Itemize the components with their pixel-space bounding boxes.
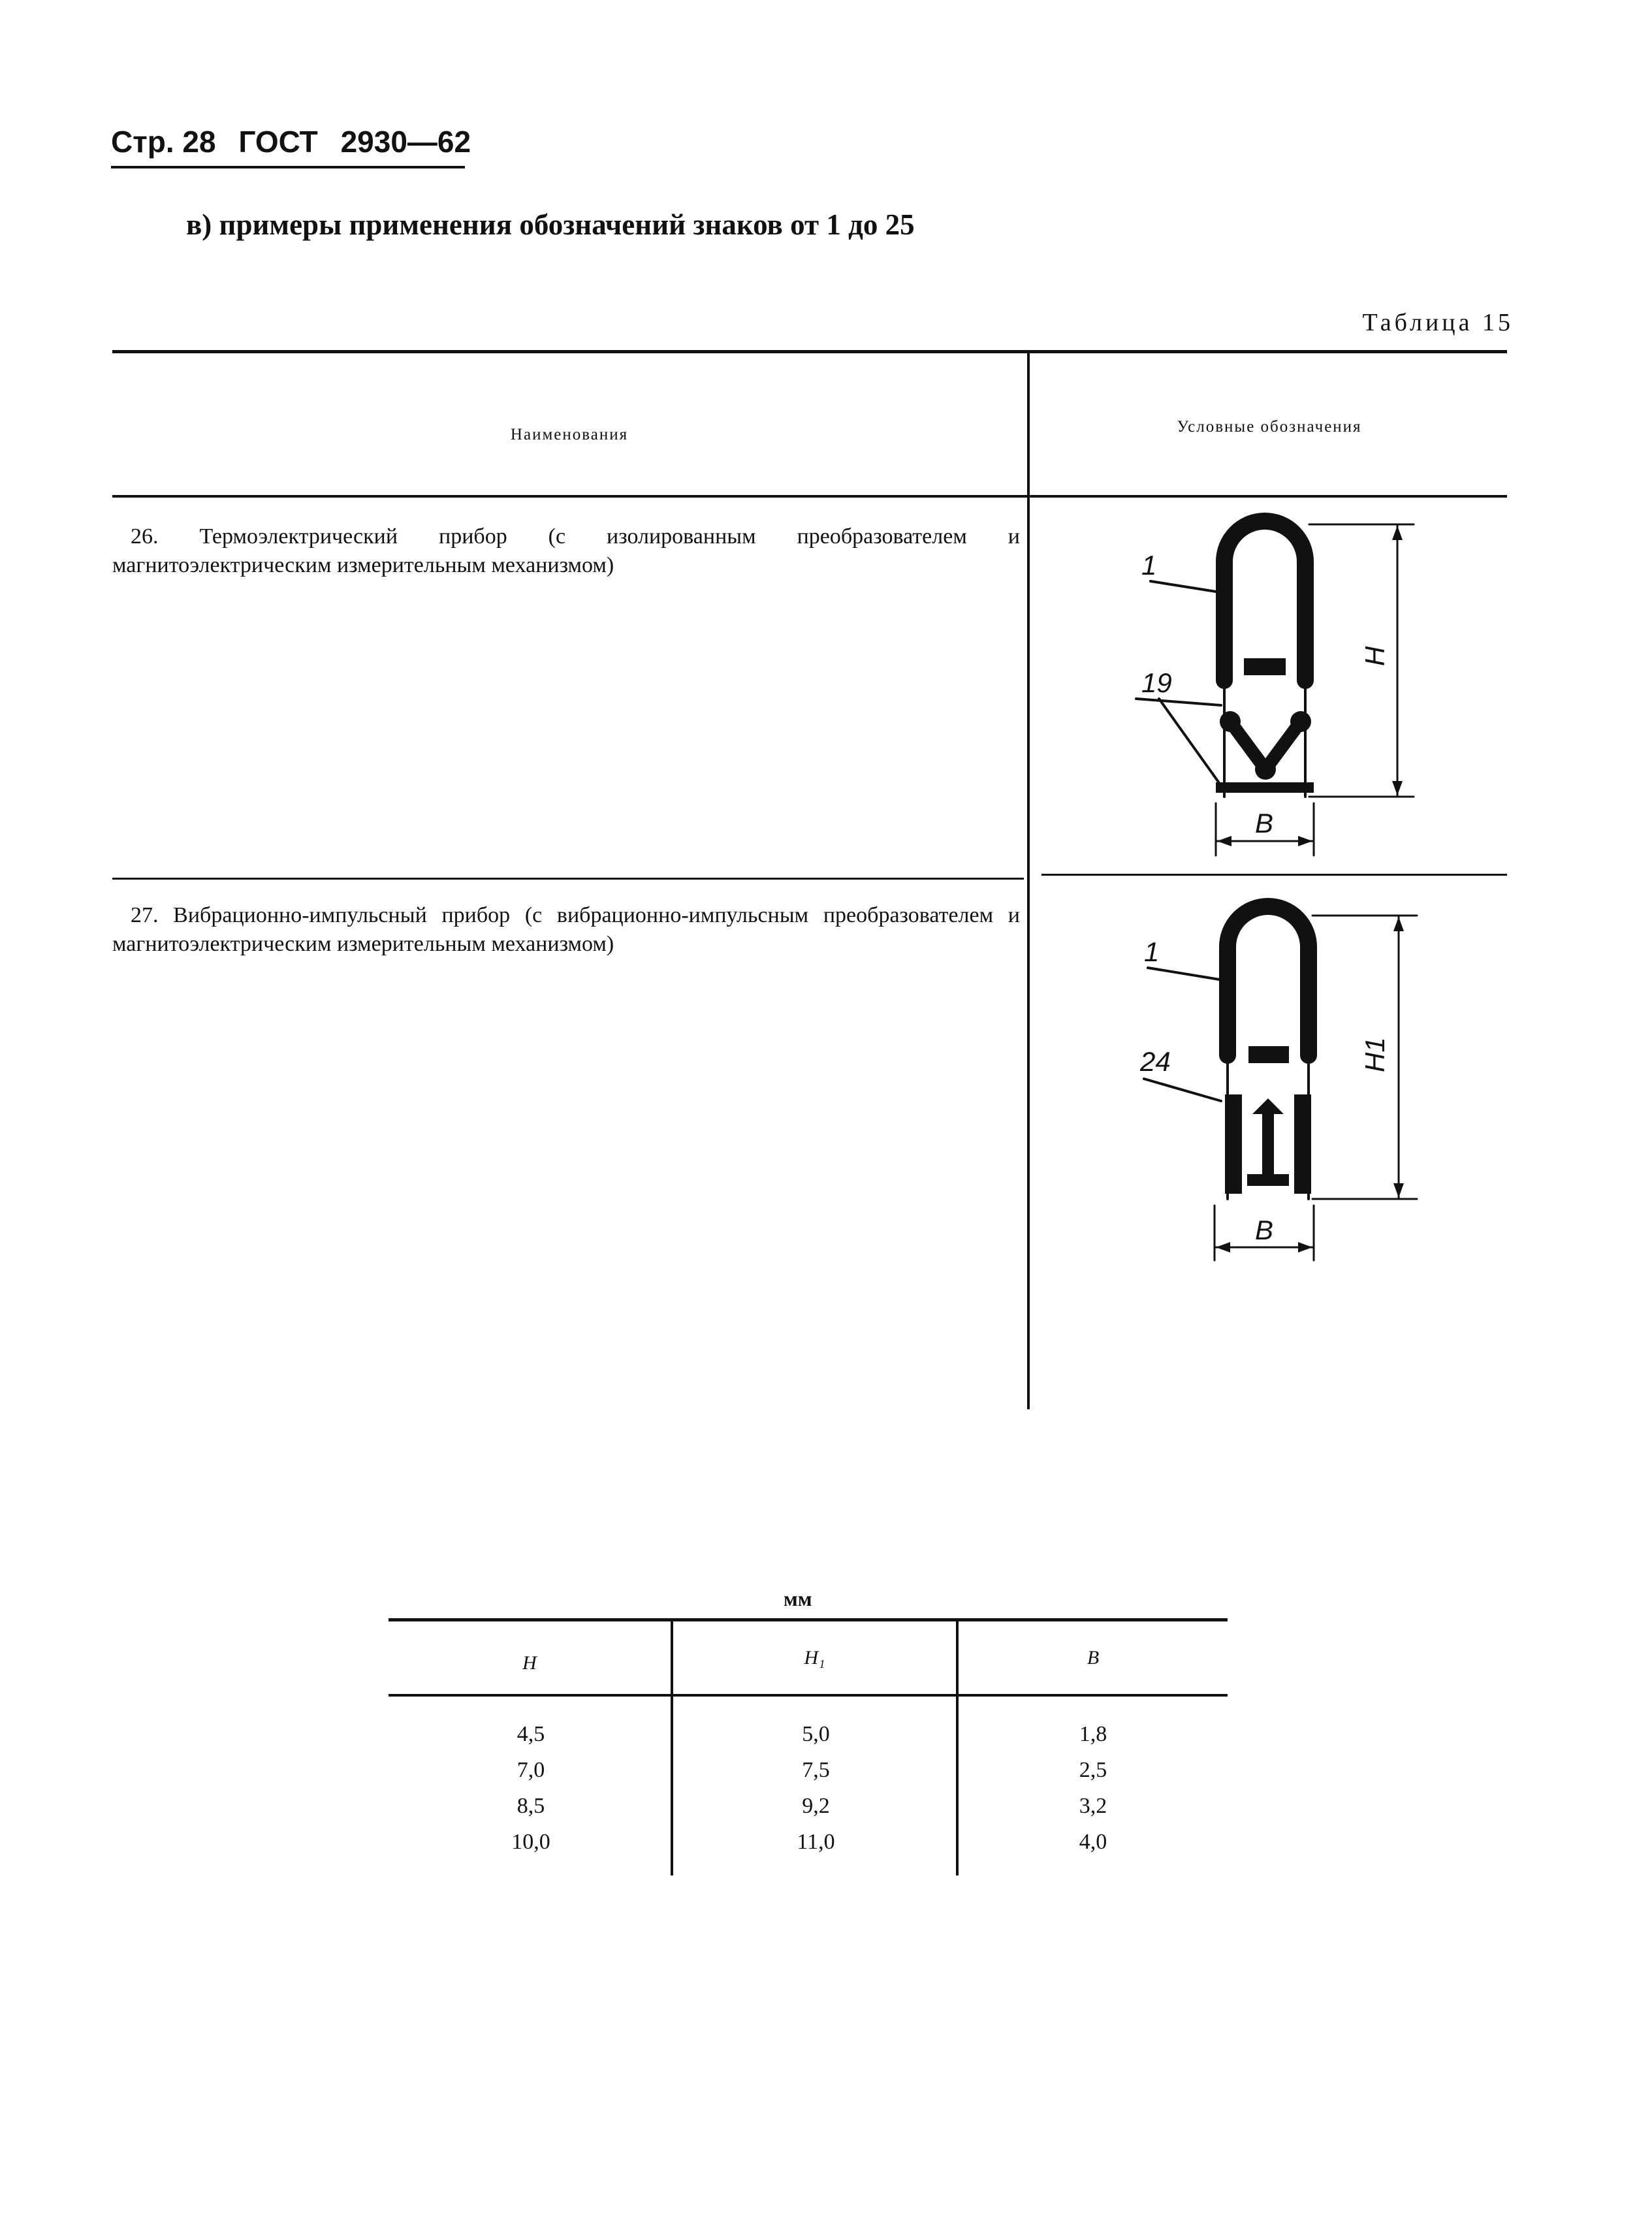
table-column-divider <box>1027 353 1030 1409</box>
callout-1-label: 1 <box>1144 936 1160 967</box>
vibrator-stem <box>1262 1114 1274 1174</box>
junction-left <box>1220 711 1241 732</box>
junction-right <box>1290 711 1311 732</box>
meter-u-shape <box>1228 906 1309 1055</box>
table-head-rule <box>112 495 1507 498</box>
junction-bottom <box>1255 759 1276 780</box>
table-row <box>389 1716 1228 1752</box>
dims-head-rule <box>389 1694 1228 1697</box>
page-header <box>111 124 485 159</box>
arrow-b-right <box>1298 1242 1312 1253</box>
table-label: Таблица 15 <box>1362 309 1514 336</box>
dims-header-h1: H₁ <box>804 1647 825 1668</box>
dims-cell-b: 2,5 <box>1079 1758 1107 1782</box>
callout-24-label: 24 <box>1140 1046 1171 1077</box>
symbol-26-drawing <box>1110 509 1450 875</box>
dims-cell-h: 8,5 <box>516 1794 545 1818</box>
column-header-symbols: Условные обозначения <box>1177 418 1362 436</box>
dims-cell-h: 10,0 <box>511 1830 550 1854</box>
dims-cell-h1: 11,0 <box>797 1830 835 1854</box>
coil-right <box>1294 1094 1311 1194</box>
base-bar <box>1216 782 1314 793</box>
dims-cell-h1: 5,0 <box>802 1722 830 1746</box>
coil-left <box>1225 1094 1242 1194</box>
dimensions-unit: мм <box>784 1587 812 1610</box>
page-number: Стр. 28 <box>111 125 216 159</box>
row-divider-left <box>112 878 1024 880</box>
dims-cell-b: 1,8 <box>1079 1722 1107 1746</box>
callout-leader-24 <box>1144 1079 1221 1101</box>
width-label-b: B <box>1255 808 1274 838</box>
callout-1-label: 1 <box>1141 550 1157 581</box>
arrow-h1-bottom <box>1393 1183 1404 1198</box>
dims-cell-h1: 9,2 <box>802 1794 830 1818</box>
table-top-rule <box>112 350 1507 353</box>
section-title: в) примеры применения обозначений знаков от 1 до 25 <box>186 208 915 241</box>
arrow-b-left <box>1216 1242 1230 1253</box>
dims-cell-h1: 7,5 <box>802 1758 830 1782</box>
dims-cell-b: 3,2 <box>1079 1794 1107 1818</box>
standard-number: 2930—62 <box>340 125 471 159</box>
table-row <box>389 1824 1228 1860</box>
vibrator-base <box>1247 1174 1289 1186</box>
dims-cell-b: 4,0 <box>1079 1830 1107 1854</box>
dims-body <box>389 1716 1228 1860</box>
dims-top-rule <box>389 1618 1228 1621</box>
dims-cell-h: 7,0 <box>516 1758 545 1782</box>
arrow-h-top <box>1392 526 1403 540</box>
callout-leader-19a <box>1136 699 1221 705</box>
table-row <box>389 1788 1228 1824</box>
magnet-bar <box>1244 658 1286 675</box>
magnet-bar <box>1248 1046 1289 1063</box>
arrow-h-bottom <box>1392 781 1403 795</box>
arrow-b-right <box>1298 836 1312 846</box>
row-26-text: 26. Термоэлектрический прибор (с изолированным преобразователем и магнитоэлектрическим измерительным механизмом) <box>112 524 1020 577</box>
callout-leader-1 <box>1151 581 1224 593</box>
height-label-h1: H1 <box>1359 1037 1390 1072</box>
arrow-b-left <box>1217 836 1231 846</box>
meter-u-shape <box>1224 521 1305 680</box>
vibrator-arrow <box>1252 1098 1284 1114</box>
dims-cell-h: 4,5 <box>516 1722 545 1746</box>
callout-19-label: 19 <box>1141 667 1172 698</box>
dims-header-h: H <box>522 1652 537 1674</box>
row-27-text: 27. Вибрационно-импульсный прибор (с вибрационно-импульсным преобразователем и магнитоэлектрическим измерительным механизмом) <box>112 903 1020 956</box>
width-label-b: B <box>1255 1215 1274 1245</box>
height-label-h: H <box>1359 646 1390 666</box>
symbol-27-drawing <box>1110 895 1450 1273</box>
column-header-names: Наименования <box>510 426 629 443</box>
header-underline <box>111 166 465 168</box>
table-row <box>389 1752 1228 1788</box>
callout-leader-1 <box>1148 968 1228 981</box>
dims-header-b: B <box>1087 1647 1100 1668</box>
standard-name: ГОСТ <box>238 125 318 159</box>
callout-leader-19b <box>1159 699 1224 790</box>
arrow-h1-top <box>1393 917 1404 931</box>
